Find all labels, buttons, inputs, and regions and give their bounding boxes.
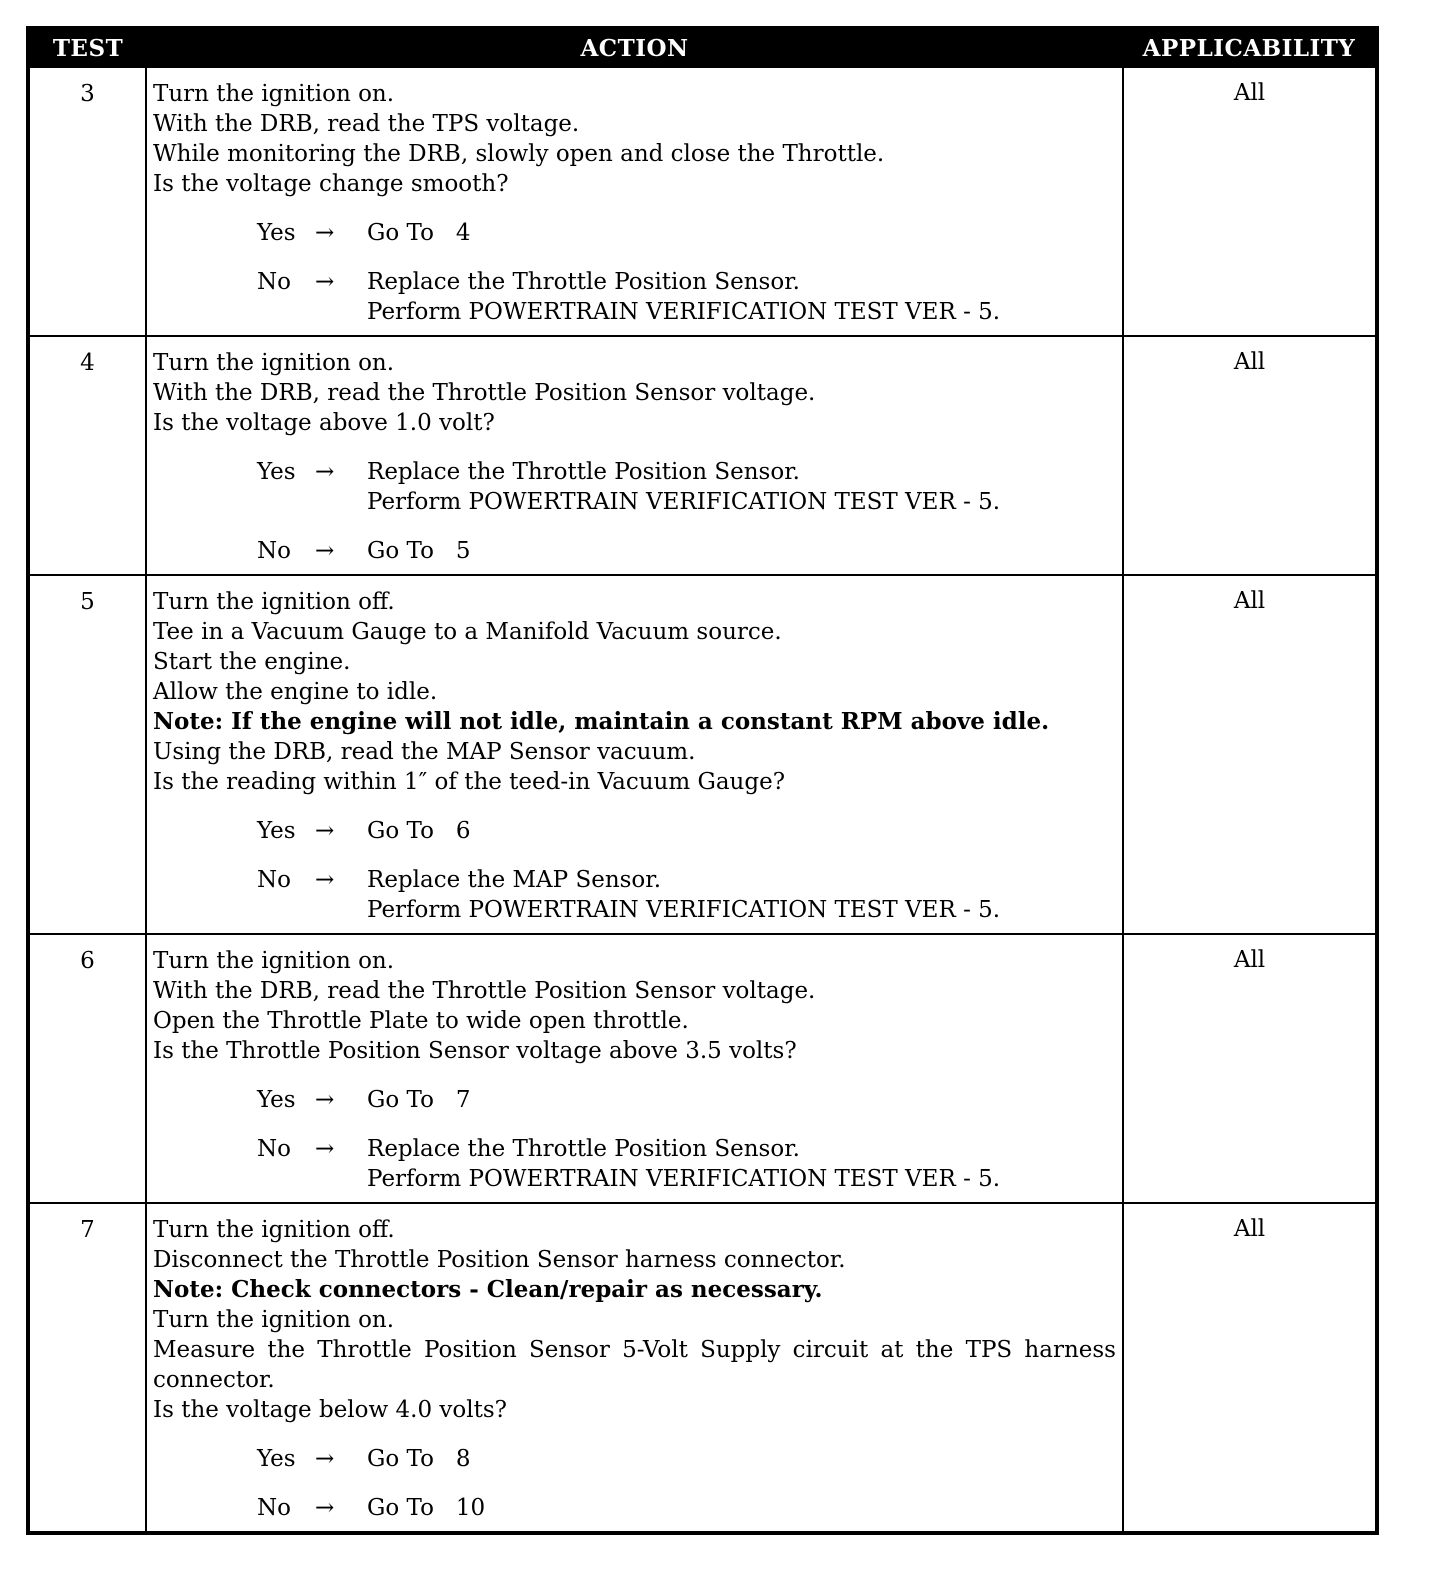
branch-label: Yes [257,1087,296,1113]
branch-text [367,218,471,248]
header-applicability: APPLICABILITY [1142,34,1356,62]
test-number: 7 [28,1203,146,1533]
branch-line: Replace the MAP Sensor. [367,867,662,893]
right-arrow-icon: → [315,220,335,246]
right-arrow-icon: → [315,1136,335,1162]
right-arrow-icon: → [315,1087,335,1113]
action-line: Is the voltage change smooth? [153,171,509,197]
test-number: 6 [28,934,146,1203]
action-line: Open the Throttle Plate to wide open throttle. [153,1008,689,1034]
applicability-cell: All [1123,336,1377,575]
branch-line: Replace the Throttle Position Sensor. [367,269,800,295]
branch-yes [257,816,1116,846]
branch-line: Go To 6 [367,818,471,844]
branch-no [257,865,1116,925]
right-arrow-icon: → [315,459,335,485]
branch-label: Yes [257,220,296,246]
branch-text [367,267,1000,327]
action-line: Is the reading within 1″ of the teed-in Vacuum Gauge? [153,769,786,795]
branch-text [367,1444,471,1474]
action-line: Is the voltage above 1.0 volt? [153,410,495,436]
branch-label: Yes [257,1446,296,1472]
note-line: Note: Check connectors - Clean/repair as necessary. [153,1276,823,1303]
right-arrow-icon: → [315,538,335,564]
table-row [28,1203,1377,1533]
branch-line: Go To 8 [367,1446,471,1472]
applicability-cell: All [1123,575,1377,934]
action-line: Measure the Throttle Position Sensor 5-Volt Supply circuit at the TPS harness connector. [153,1337,1116,1393]
branch-text [367,1085,471,1115]
table-header-row [28,28,1377,67]
branch-label: No [257,538,291,564]
branch-line: Perform POWERTRAIN VERIFICATION TEST VER - 5. [367,299,1001,325]
right-arrow-icon: → [315,1495,335,1521]
right-arrow-icon: → [315,269,335,295]
applicability-cell: All [1123,934,1377,1203]
table-row [28,336,1377,575]
note-line: Note: If the engine will not idle, maintain a constant RPM above idle. [153,708,1050,735]
action-cell [146,1203,1123,1533]
branch-line: Perform POWERTRAIN VERIFICATION TEST VER - 5. [367,1166,1001,1192]
branch-text [367,816,471,846]
branch-line: Perform POWERTRAIN VERIFICATION TEST VER - 5. [367,897,1001,923]
action-line: With the DRB, read the Throttle Position Sensor voltage. [153,380,816,406]
action-line: Turn the ignition on. [153,1307,395,1333]
action-line: Turn the ignition off. [153,1217,395,1243]
branch-text [367,1493,485,1523]
action-line: Turn the ignition off. [153,589,395,615]
branch-label: No [257,867,291,893]
action-cell [146,67,1123,336]
test-number: 3 [28,67,146,336]
action-line: Using the DRB, read the MAP Sensor vacuum. [153,739,696,765]
branch-label: No [257,1136,291,1162]
action-line: With the DRB, read the TPS voltage. [153,111,580,137]
branch-text [367,536,471,566]
header-action: ACTION [580,34,689,62]
test-number: 4 [28,336,146,575]
table-row [28,67,1377,336]
table-row [28,575,1377,934]
branch-line: Go To 7 [367,1087,471,1113]
branch-no [257,1134,1116,1194]
action-line: Disconnect the Throttle Position Sensor harness connector. [153,1247,846,1273]
action-line: Start the engine. [153,649,351,675]
branch-line: Go To 10 [367,1495,486,1521]
action-cell [146,934,1123,1203]
branch-line: Go To 4 [367,220,471,246]
branch-line: Perform POWERTRAIN VERIFICATION TEST VER - 5. [367,489,1001,515]
test-number: 5 [28,575,146,934]
branch-no [257,536,1116,566]
branch-label: No [257,1495,291,1521]
right-arrow-icon: → [315,867,335,893]
branch-yes [257,457,1116,517]
branch-yes [257,1444,1116,1474]
action-line: With the DRB, read the Throttle Position Sensor voltage. [153,978,816,1004]
action-line: Turn the ignition on. [153,350,395,376]
action-line: While monitoring the DRB, slowly open and close the Throttle. [153,141,885,167]
right-arrow-icon: → [315,818,335,844]
branch-no [257,267,1116,327]
branch-no [257,1493,1116,1523]
branch-line: Go To 5 [367,538,471,564]
branch-line: Replace the Throttle Position Sensor. [367,459,800,485]
branch-label: Yes [257,818,296,844]
branch-text [367,1134,1000,1194]
action-line: Allow the engine to idle. [153,679,438,705]
action-line: Is the Throttle Position Sensor voltage above 3.5 volts? [153,1038,797,1064]
branch-line: Replace the Throttle Position Sensor. [367,1136,800,1162]
branch-text [367,865,1000,925]
action-line: Turn the ignition on. [153,948,395,974]
action-line: Is the voltage below 4.0 volts? [153,1397,507,1423]
action-line: Turn the ignition on. [153,81,395,107]
right-arrow-icon: → [315,1446,335,1472]
branch-label: Yes [257,459,296,485]
applicability-cell: All [1123,67,1377,336]
action-line: Tee in a Vacuum Gauge to a Manifold Vacuum source. [153,619,782,645]
table-row [28,934,1377,1203]
action-cell [146,575,1123,934]
diagnostic-test-table [26,26,1379,1535]
header-test: TEST [52,34,124,62]
branch-label: No [257,269,291,295]
applicability-cell: All [1123,1203,1377,1533]
branch-text [367,457,1000,517]
branch-yes [257,218,1116,248]
action-cell [146,336,1123,575]
branch-yes [257,1085,1116,1115]
